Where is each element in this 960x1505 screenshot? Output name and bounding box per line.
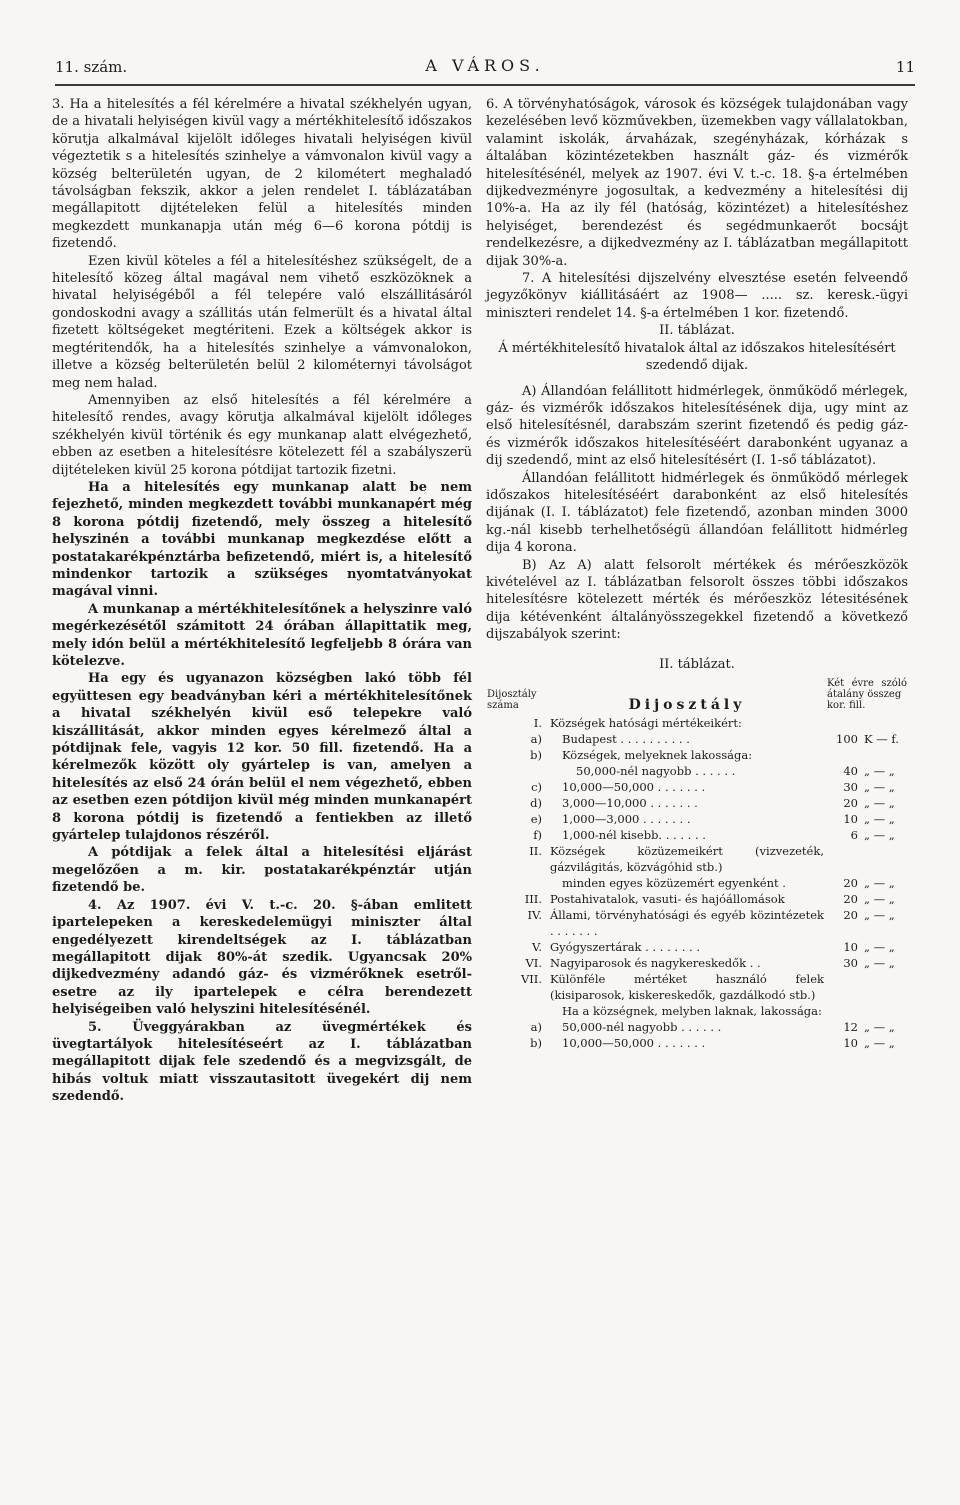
paragraph: A pótdijak a felek által a hitelesítési eljárást megelőzően a m. kir. postatakarékpénztár utján fizetendő be. bbox=[52, 845, 472, 896]
row-label: 1,000—3,000 . . . . . . . bbox=[562, 812, 691, 826]
paragraph: Ha egy és ugyanazon községben lakó több fél együttesen egy beadványban kéri a mértékhitelesítőnek a hivatal székhelyén kivül eső telepekre való kiszállitását, akkor minden egyes kérelmező által a pótdijnak fele, vagyis 12 kor. 50 fill. fizetendő. Ha a kérelmezők között oly gyártelep is van, amelyen a hitelesítés az első 24 órán belül el nem végezhető, ebben az esetben ezen pótdijon kivül még minden munkanapért 8 korona pótdij is fizetendő a fentiekben az illető gyártelep tulajdonos részéről. bbox=[52, 671, 472, 844]
row-number: IV. bbox=[527, 908, 542, 922]
col-header-amount bbox=[826, 677, 908, 715]
row-number: V. bbox=[532, 940, 542, 954]
row-number bbox=[486, 763, 548, 779]
row-label: 50,000-nél nagyobb . . . . . . bbox=[562, 1020, 722, 1034]
table-row bbox=[486, 811, 908, 827]
row-label: Községek hatósági mértékeikért: bbox=[550, 716, 742, 730]
paragraph: Ezen kivül köteles a fél a hitelesítéshez szükségelt, de a hitelesítő közeg által magával nem vihető eszközöknek a hivatal helyiségéből a fél telepére való elszállitásáról gondoskodni avagy a szállitás után felmerült és a hivatal által fizetett költségeket megtériteni. Ezek a költségek akkor is megtéritendők, ha a hitelesítés szinhelye a vámvonalokon, illetve a község belterületén belül 2 kilométernyi távolságot meg nem halad. bbox=[52, 253, 472, 391]
row-number: a) bbox=[530, 732, 542, 746]
row-unit: „ — „ bbox=[864, 780, 895, 794]
left-column bbox=[52, 96, 472, 1106]
row-amount: 20 bbox=[843, 908, 858, 922]
row-number: a) bbox=[530, 1020, 542, 1034]
row-amount: 100 bbox=[836, 732, 858, 746]
row-unit bbox=[860, 747, 908, 763]
table-row bbox=[486, 955, 908, 971]
row-label: Ha a községnek, melyben laknak, lakossága: bbox=[562, 1004, 822, 1018]
row-number: c) bbox=[531, 780, 542, 794]
row-label: minden egyes közüzemért egyenként . bbox=[562, 876, 786, 890]
row-unit: „ — „ bbox=[864, 940, 895, 954]
row-number: III. bbox=[524, 892, 542, 906]
row-number: I. bbox=[533, 716, 542, 730]
paragraph: 3. Ha a hitelesítés a fél kérelmére a hivatal székhelyén ugyan, de a hivatali helyiségen kivül vagy a mértékhitelesítő időszakos körutja alkalmával kijelölt időleges hivatali helyiségen kivül végeztetik s a hitelesítés szinhelye a vámvonalon kivül vagy a község belterületén ugyan, de 2 kilométert meghaladó távolságban fekszik, akkor a jelen rendelet I. táblázatában megállapitott dijtételeken felül a hitelesítés minden megkezdett munkanapja után még 6—6 korona pótdij is fizetendő. bbox=[52, 97, 472, 252]
row-amount: 30 bbox=[843, 956, 858, 970]
paragraph: 6. A törvényhatóságok, városok és községek tulajdonában vagy kezelésében levő közművekben, üzemekben vagy vállalatokban, valamint iskolák, árvaházak, szegényházak, kórházak s általában közintézetekben használt gáz- és vizmérők hitelesítésénél, melyek az 1907. évi V. t.-c. 18. §-a értelmében dijkedvezményre jogosultak, a kedvezmény a hitelesítési dij 10%-a. Ha az ily fél (hatóság, közintézet) a hitelesítéshez helyiséget, berendezést és segédmunkaerőt bocsájt rendelkezésre, a dijkedvezmény az I. táblázatban megállapitott dijak 30%-a. bbox=[486, 97, 908, 269]
paragraph: A) Állandóan felállitott hidmérlegek, önműködő mérlegek, gáz- és vizmérők időszakos hitelesítésének dija, ugy mint az első hitelesítésnél, darabszám szerint fizetendő és pedig gáz- és vizmérők időszakos hitelesítéséért darabonként ugyanaz a dij szedendő, mint az első hitelesítésért (I. 1-ső táblázatot). bbox=[486, 383, 908, 469]
row-label: Állami, törvényhatósági és egyéb közintézetek . . . . . . . bbox=[550, 908, 824, 938]
table-row bbox=[486, 939, 908, 955]
col-header-amount-label: Két évre szóló átalány összeg bbox=[827, 678, 907, 700]
row-number: II. bbox=[529, 844, 542, 858]
publication-title: A VÁROS. bbox=[425, 56, 545, 75]
row-unit bbox=[860, 1003, 908, 1019]
col-header-main: Dijosztály bbox=[628, 697, 746, 713]
paragraph: Amennyiben az első hitelesítés a fél kérelmére a hitelesítő rendes, avagy körutja alkalmával kijelölt időleges székhelyén kivül történik és egy munkanap alatt elvégezhető, ebben az esetben a hitelesítésre kötelezett fél a szabályszerü dijtételeken kivül 25 korona pótdijat tartozik fizetni. bbox=[52, 392, 472, 478]
row-label: 1,000-nél kisebb. . . . . . . bbox=[562, 828, 706, 842]
row-amount bbox=[826, 1003, 860, 1019]
row-label: Budapest . . . . . . . . . . bbox=[562, 732, 690, 746]
paragraph: Állandóan felállitott hidmérlegek és önműködő mérlegek időszakos hitelesítéséért darabonként az első hitelesítés dijának (I. I. táblázatot) fele fizetendő, azonban minden 3000 kg.-nál kisebb terhelhetőségü állandóan felállitott hidmérleg dija 4 korona. bbox=[486, 470, 908, 556]
paragraph: 4. Az 1907. évi V. t.-c. 20. §-ában emlitett ipartelepeken a kereskedelemügyi miniszter által engedélyezett kirendeltségek az I. táblázatban megállapitott dijak 80%-át szedik. Ugyancsak 20% dijkedvezmény adandó gáz- és vizmérőknek esetről-esetre az ily ipartelepek e célra berendezett helyiségeiben való helyszini hitelesítésénél. bbox=[52, 897, 472, 1018]
row-unit: „ — „ bbox=[864, 908, 895, 922]
table-row bbox=[486, 1019, 908, 1035]
page-header bbox=[55, 56, 915, 86]
row-unit: „ — „ bbox=[864, 828, 895, 842]
col-header-kor: kor. bbox=[827, 700, 846, 711]
row-unit bbox=[860, 843, 908, 875]
table-row bbox=[486, 715, 908, 731]
row-amount: 40 bbox=[843, 764, 858, 778]
paragraph: A munkanap a mértékhitelesítőnek a helyszinre való megérkezésétől számitott 24 órában állapittatik meg, mely idón belül a mértékhitelesítő legfeljebb 8 órára van kötelezve. bbox=[52, 601, 472, 669]
table-row bbox=[486, 891, 908, 907]
table-row bbox=[486, 827, 908, 843]
row-label: 50,000-nél nagyobb . . . . . . bbox=[576, 764, 736, 778]
row-amount: 10 bbox=[843, 940, 858, 954]
table-subtitle: Á mértékhitelesítő hivatalok által az időszakos hitelesítésért szedendő dijak. bbox=[498, 340, 896, 374]
row-unit: „ — „ bbox=[864, 764, 895, 778]
row-label: Gyógyszertárak . . . . . . . . bbox=[550, 940, 701, 954]
paragraph: B) Az A) alatt felsorolt mértékek és mérőeszközök kivételével az I. táblázatban felsorolt összes többi időszakos hitelesítésre kötelezett mérték és mérőeszköz létesitésének dija kétévenként általányösszegekkel fizetendő a következő dijszabályok szerint: bbox=[486, 557, 908, 643]
row-amount: 10 bbox=[843, 1036, 858, 1050]
table-row bbox=[486, 907, 908, 939]
table-row bbox=[486, 1035, 908, 1051]
table-row bbox=[486, 747, 908, 763]
table-row bbox=[486, 1003, 908, 1019]
row-label: Községek közüzemeikért (vizvezeték, gázvilágitás, közvágóhid stb.) bbox=[550, 844, 824, 874]
col-header-fill: fill. bbox=[849, 700, 866, 711]
table-row bbox=[486, 971, 908, 1003]
page-number: 11 bbox=[895, 58, 915, 76]
row-amount: 12 bbox=[843, 1020, 858, 1034]
row-number: VII. bbox=[520, 972, 542, 986]
right-column bbox=[486, 96, 908, 1051]
row-label: Postahivatalok, vasuti- és hajóállomások bbox=[550, 892, 785, 906]
row-unit: „ — „ bbox=[864, 1020, 895, 1034]
row-label: Nagyiparosok és nagykereskedők . . bbox=[550, 956, 761, 970]
fee-table bbox=[486, 677, 908, 1051]
row-unit bbox=[860, 971, 908, 1003]
table-row bbox=[486, 795, 908, 811]
row-number: b) bbox=[530, 748, 542, 762]
row-amount: 10 bbox=[843, 812, 858, 826]
issue-number: 11. szám. bbox=[55, 58, 128, 76]
table-title: II. táblázat. bbox=[659, 323, 735, 339]
row-unit: „ — „ bbox=[864, 956, 895, 970]
row-label: 10,000—50,000 . . . . . . . bbox=[562, 1036, 706, 1050]
row-amount: 6 bbox=[850, 828, 858, 842]
row-number bbox=[486, 875, 548, 891]
row-label: 3,000—10,000 . . . . . . . bbox=[562, 796, 698, 810]
table-row bbox=[486, 875, 908, 891]
row-label: Különféle mértéket használó felek (kisiparosok, kiskereskedők, gazdálkodó stb.) bbox=[550, 972, 824, 1002]
row-number bbox=[486, 1003, 548, 1019]
paragraph: 5. Üveggyárakban az üvegmértékek és üvegtartályok hitelesítéseért az I. táblázatban megállapitott dijak fele szedendő és a megvizsgált, de hibás voltuk miatt visszautasitott üvegekért dij nem szedendő. bbox=[52, 1019, 472, 1105]
row-amount: 30 bbox=[843, 780, 858, 794]
row-label: 10,000—50,000 . . . . . . . bbox=[562, 780, 706, 794]
row-label: Községek, melyeknek lakossága: bbox=[562, 748, 753, 762]
row-amount bbox=[826, 715, 860, 731]
row-unit: K — f. bbox=[864, 732, 899, 746]
row-number: d) bbox=[530, 796, 542, 810]
row-amount: 20 bbox=[843, 892, 858, 906]
row-amount: 20 bbox=[843, 876, 858, 890]
row-number: e) bbox=[530, 812, 542, 826]
table-row bbox=[486, 779, 908, 795]
paragraph: Ha a hitelesítés egy munkanap alatt be nem fejezhető, minden megkezdett további munkanapért még 8 korona pótdij fizetendő, mely összeg a hitelesítő helyszinén a további munkanap megkezdése előtt a postatakarékpénztárba befizetendő, miért is, a hitelesítő mindenkor tartozik a szükséges nyomtatványokat magával vinni. bbox=[52, 479, 472, 600]
row-unit: „ — „ bbox=[864, 796, 895, 810]
row-number: f) bbox=[533, 828, 542, 842]
table-title: II. táblázat. bbox=[659, 656, 735, 672]
row-number: b) bbox=[530, 1036, 542, 1050]
row-amount: 20 bbox=[843, 796, 858, 810]
row-unit: „ — „ bbox=[864, 812, 895, 826]
table-row bbox=[486, 731, 908, 747]
row-amount bbox=[826, 747, 860, 763]
row-number: VI. bbox=[525, 956, 542, 970]
table-row bbox=[486, 763, 908, 779]
row-unit bbox=[860, 715, 908, 731]
col-header-nr: Dijosztály száma bbox=[487, 689, 537, 711]
paragraph: 7. A hitelesítési dijszelvény elvesztése esetén felveendő jegyzőkönyv kiállitásáért az 1908— ..... sz. keresk.-ügyi miniszteri rendelet 14. §-a értelmében 1 kor. fizetendő. bbox=[486, 271, 908, 321]
row-amount bbox=[826, 843, 860, 875]
table-row bbox=[486, 843, 908, 875]
row-unit: „ — „ bbox=[864, 1036, 895, 1050]
row-amount bbox=[826, 971, 860, 1003]
row-unit: „ — „ bbox=[864, 892, 895, 906]
row-unit: „ — „ bbox=[864, 876, 895, 890]
